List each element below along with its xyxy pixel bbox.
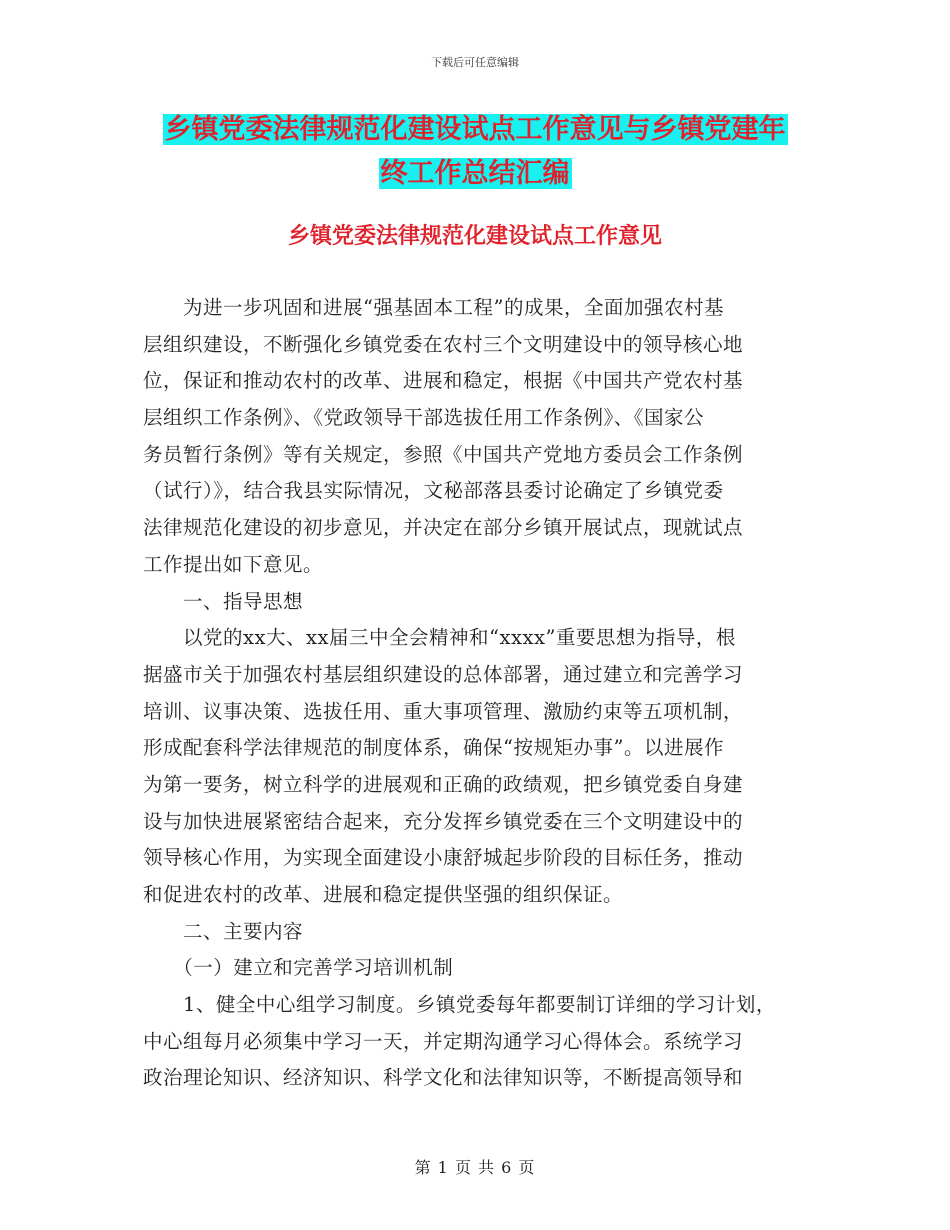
document-title-text-1: 乡镇党委法律规范化建设试点工作意见与乡镇党建年 bbox=[164, 114, 786, 145]
body-line: 层组织建设，不断强化乡镇党委在农村三个文明建设中的领导核心地 bbox=[143, 332, 744, 356]
document-title-line-1 bbox=[0, 110, 950, 150]
body-line: 以党的xx大、xx届三中全会精神和“xxxx”重要思想为指导，根 bbox=[143, 626, 736, 650]
body-line: 和促进农村的改革、进展和稳定提供坚强的组织保证。 bbox=[143, 883, 624, 906]
body-line: 1、健全中心组学习制度。乡镇党委每年都要制订详细的学习计划， bbox=[143, 993, 776, 1017]
body-line: 中心组每月必须集中学习一天，并定期沟通学习心得体会。系统学习 bbox=[143, 1029, 744, 1053]
body-line: 法律规范化建设的初步意见，并决定在部分乡镇开展试点，现就试点 bbox=[143, 516, 744, 540]
body-line: 位，保证和推动农村的改革、进展和稳定，根据《中国共产党农村基 bbox=[143, 369, 744, 393]
body-text bbox=[143, 290, 813, 1097]
body-line: 政治理论知识、经济知识、科学文化和法律知识等，不断提高领导和 bbox=[143, 1066, 744, 1090]
body-line: （一）建立和完善学习培训机制 bbox=[143, 956, 454, 980]
body-line: 据盛市关于加强农村基层组织建设的总体部署，通过建立和完善学习 bbox=[143, 662, 744, 686]
body-line: 工作提出如下意见。 bbox=[143, 552, 324, 576]
section-title: 乡镇党委法律规范化建设试点工作意见 bbox=[287, 224, 662, 249]
body-line: 形成配套科学法律规范的制度体系，确保“按规矩办事”。以进展作 bbox=[143, 736, 724, 760]
body-line: 层组织工作条例》、《党政领导干部选拔任用工作条例》、《国家公 bbox=[143, 406, 705, 430]
document-title-line-2 bbox=[0, 154, 950, 194]
body-line: 二、主要内容 bbox=[143, 919, 304, 943]
page-footer: 第 1 页 共 6 页 bbox=[414, 1158, 536, 1177]
body-line: 培训、议事决策、选拔任用、重大事项管理、激励约束等五项机制， bbox=[143, 699, 744, 723]
body-line: 领导核心作用，为实现全面建设小康舒城起步阶段的目标任务，推动 bbox=[143, 846, 744, 870]
body-line: 为进一步巩固和进展“强基固本工程”的成果，全面加强农村基 bbox=[143, 296, 724, 319]
header-note: 下载后可任意编辑 bbox=[431, 56, 519, 69]
body-line: 一、指导思想 bbox=[143, 589, 304, 613]
body-line: （试行）》，结合我县实际情况，文秘部落县委讨论确定了乡镇党委 bbox=[143, 479, 724, 503]
body-line: 为第一要务，树立科学的进展观和正确的政绩观，把乡镇党委自身建 bbox=[143, 772, 744, 796]
body-line: 设与加快进展紧密结合起来，充分发挥乡镇党委在三个文明建设中的 bbox=[143, 809, 744, 833]
document-title-text-2: 终工作总结汇编 bbox=[380, 158, 570, 189]
body-line: 务员暂行条例》等有关规定，参照《中国共产党地方委员会工作条例 bbox=[143, 442, 744, 466]
